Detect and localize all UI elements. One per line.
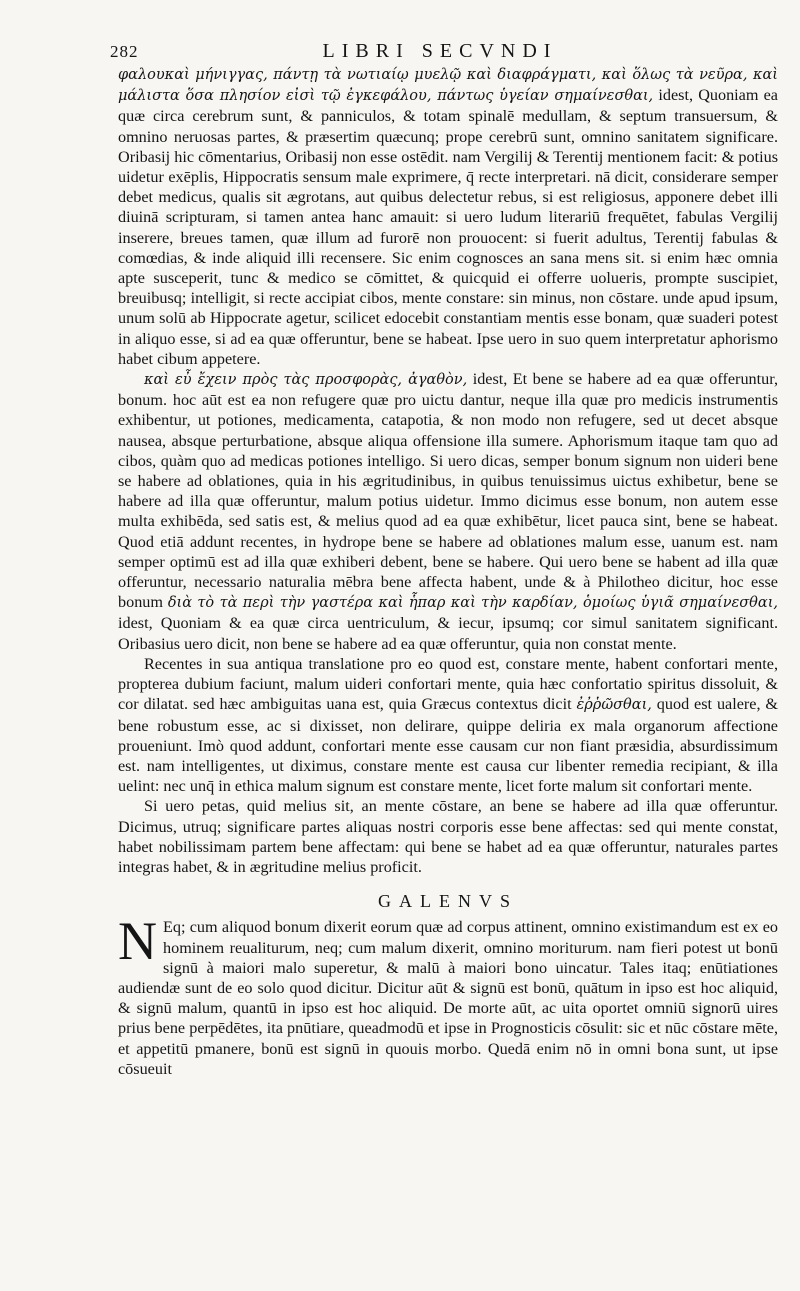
main-text-block (118, 64, 778, 1079)
latin-text: quod est ualere, & bene robustum esse, ac si dixisset, non delirare, quippe deliria ex mala organorum affectione proueniunt. Imò quod addunt, confortari mente esse causam cur non fiant præsidia, absurdissimum est. nam intelligentes, ut diximus, constare mente est causa cur libenter remedia recipiant, & illa uelint: nec unq̄ in ethica malum signum est constare mente, licet forte malum sit confortari mente. (118, 695, 779, 796)
paragraph-1 (118, 64, 778, 369)
latin-text: Eq; cum aliquod bonum dixerit eorum quæ ad corpus attinent, omnino existimandum est ex eo hominem reualiturum, neq; cum malum dixerit, omnino moriturum. nam fieri potest ut bonū signū à maiori malo superetur, & malū à maiori bono uincatur. Tales itaq; enūtiationes audiendæ sunt de eo solo quod dicitur. Dicitur aūt & signū est bonū, quātum in ipso est hoc aliquid, & signū malum, quantū in ipso est hoc aliquid. De morte aūt, ac uita oportet omniū signorū uires prius bene perpēdētes, ita pnūtiare, queadmodū et ipse in Prognosticis cōsulit: sic et nūc cōstare mēte, et appetitū pmanere, bonū est signū in quouis morbo. Quedā enim nō in omni bona sunt, ut ipse cōsueuit (118, 918, 778, 1078)
page-number: 282 (110, 42, 139, 61)
drop-cap: N (118, 911, 157, 972)
section-heading: GALENVS (378, 891, 518, 912)
latin-text: idest, Quoniam & ea quæ circa uentriculum, & iecur, ipsumq; cor simul sanitatem significant. Oribasius uero dicit, non bene se habere ad ea quæ offeruntur, quia non constat mente. (118, 614, 778, 653)
greek-quotation: φαλουκαὶ μήνιγγας, πάντῃ τὰ νωτιαίῳ μυελῷ καὶ διαφράγματι, καὶ ὅλως τὰ νεῦρα, καὶ μάλιστα ὅσα πλησίον εἰσὶ τῷ ἐγκεφάλου, πάντως ὑγείαν σημαίνεσθαι, (118, 67, 778, 105)
paragraph-4 (118, 796, 778, 877)
page-header (110, 40, 770, 66)
paragraph-2 (118, 369, 778, 654)
paragraph-3 (118, 654, 778, 796)
greek-quotation: διὰ τὸ τὰ περὶ τὴν γαστέρα καὶ ἧπαρ καὶ τὴν καρδίαν, ὁμοίως ὑγιᾶ σημαίνεσθαι, (167, 595, 779, 612)
section-paragraph (118, 911, 778, 1079)
latin-text: idest, Quoniam ea quæ circa cerebrum sunt, & panniculos, & totam spinalē medullam, & septum transuersum, & omnino neruosas partes, & præsertim quæcunq; prope cerebrū sunt, omnino sanitatem significare. Oribasij hic cōmentarius, Oribasij non esse ostēdit. nam Vergilij & Terentij mentionem facit: & potius uidetur exēplis, Hippocratis sensum male exprimere, q̄ recte interpretari. nā dicit, considerare semper debet medicus, qualis sit ægrotans, aut quibus delectetur rebus, si est religiosus, apponere debet illi diuinā scripturam, si tamen antea hanc amauit: si uero ludum literariū frequētet, fabulas Vergilij inserere, breues tamen, quæ illum ad furorē non prouocent: si fuerit adultus, Terentij fabulas & comœdias, & inde aliquid illi recensere. Sic enim cognosces an sana mens sit. si enim hæc omnia apte susceperit, tunc & medico se cōmittet, & quicquid ei offerre uolueris, prompte suscipiet, breuibusq; intelligit, si recte accipiat cibos, mente constare: sin minus, non cōstare. unde apud ipsum, unum solū ab Hippocrate agetur, scilicet edocebit constantiam mentis esse bonam, quæ suaderi potest in aliquo esse, si ad ea quæ offeruntur, bene se habeat. Ipse uero in suo quem interpretatur aphorismo habet cibum appetere. (118, 86, 778, 368)
greek-quotation: καὶ εὖ ἔχειν πρὸς τὰς προσφορὰς, ἀγαθὸν, (144, 372, 468, 389)
latin-text: Si uero petas, quid melius sit, an mente cōstare, an bene se habere ad illa quæ offeruntur. Dicimus, utruq; significare partes aliquas nostri corporis esse bene affectas: sed qui mente constat, habet nobilissimam partem bene affectam: qui bene se habet ad ea quæ offeruntur, naturales partes integras habet, & in ægritudine melius proficit. (118, 797, 778, 876)
latin-text: Recentes in sua antiqua translatione pro eo quod est, constare mente, habent confortari mente, propterea dubium faciunt, malum uideri confortari mente, quia hæc confortatio spiritus dissoluit, & cor dilatat. sed hæc ambiguitas uana est, quia Græcus contextus dicit (118, 654, 778, 714)
latin-text: idest, Et bene se habere ad ea quæ offeruntur, bonum. hoc aūt est ea non refugere quæ pro uictu dantur, neque illa quæ pro medicis instrumentis exhibentur, ut potiones, medicamenta, catapotia, & non modo non refugere, sed ut decet absque nausea, absque perturbatione, absque aliqua offensione illa sumere. Aphorismum itaque tam quo ad cibos, quàm quo ad medicas potiones intelligo. Si uero dicas, semper bonum signum non uideri bene se habere ad oblationes, quia in his ægritudinibus, in quibus tenuissimus uictus exhibetur, bene se habere ad illa quæ offeruntur, malum potius uidetur. Immo dicimus esse bonum, non autem esse multa exhibēda, sed satis est, & melius quod ad ea quæ exhibētur, licet pauca sint, bene se habeat. Quod etiā addunt recentes, in hydrope bene se habere ad oblationes malum esse, uanum est. nam semper optimū est ad illa quæ exhiberi debent, bene se habere. Qui uero bene se habent ad illa quæ offeruntur, necessario naturalia mēbra bene affecta habent, unde & à Philotheo dicitur, hoc esse bonum (118, 370, 779, 612)
greek-quotation: ἐῤῥῶσθαι, (576, 697, 652, 714)
running-head: LIBRI SECVNDI (322, 40, 558, 62)
